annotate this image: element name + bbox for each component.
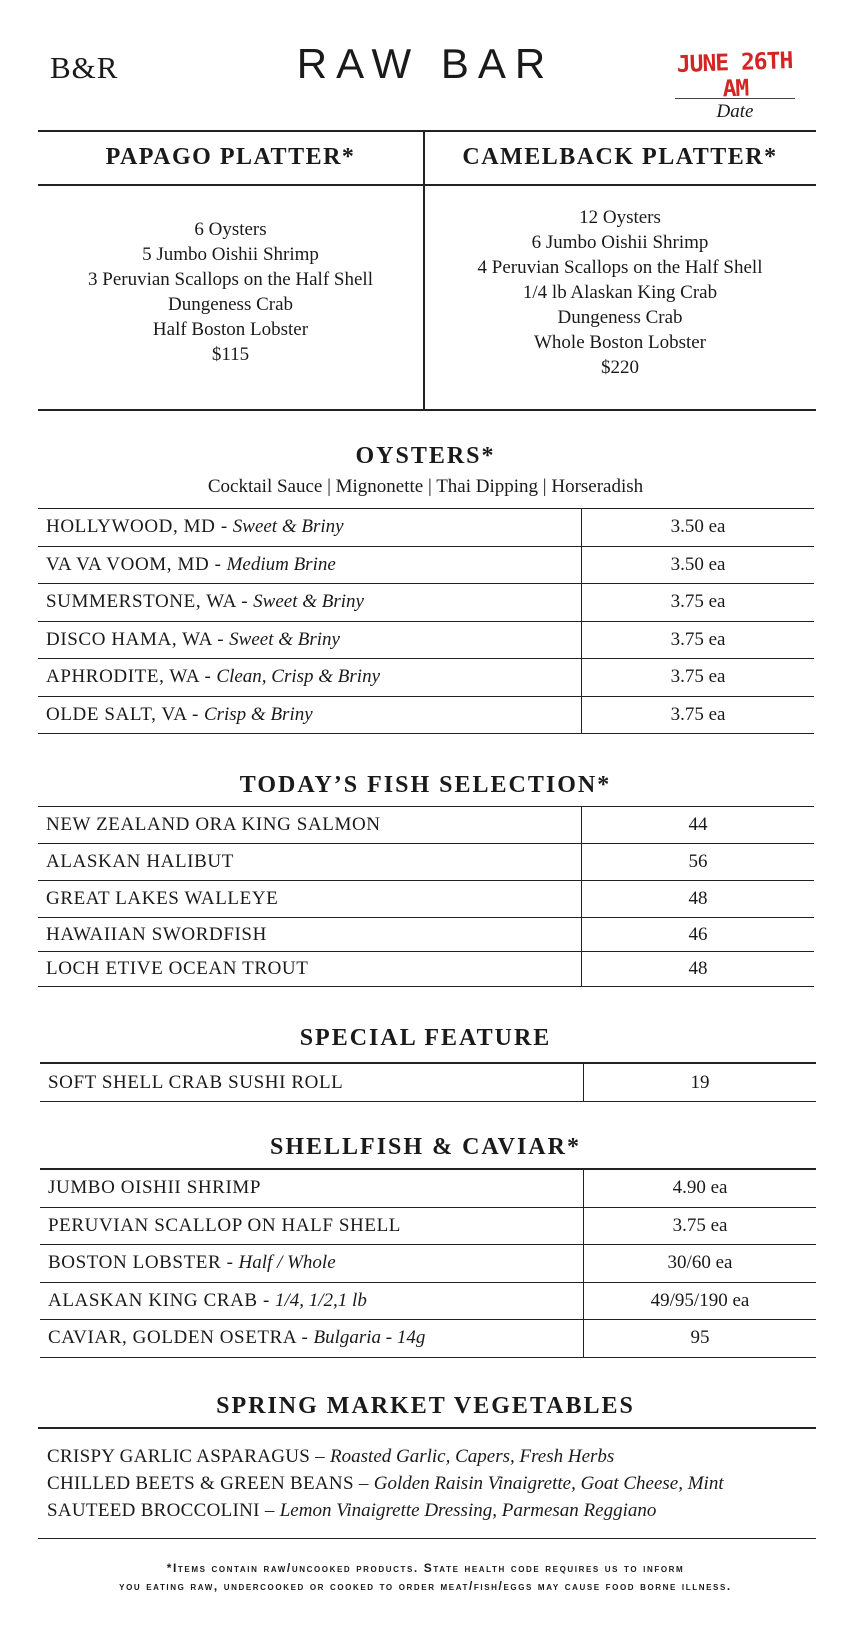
item-name: ALASKAN HALIBUT xyxy=(38,844,582,880)
vegetables-box xyxy=(38,1427,816,1539)
table-row xyxy=(38,807,814,844)
item-name xyxy=(40,1170,584,1207)
item-price: 30/60 ea xyxy=(667,1252,733,1274)
platter-items-papago xyxy=(38,217,423,367)
vegetables-list xyxy=(38,1429,816,1538)
item-label: CHILLED BEETS & GREEN BEANS – xyxy=(47,1473,369,1494)
oysters-title: OYSTERS* xyxy=(355,443,496,469)
table-row xyxy=(38,509,814,547)
item-name: SOFT SHELL CRAB SUSHI ROLL xyxy=(40,1064,584,1101)
item-price: 3.75 ea xyxy=(670,703,726,725)
disclaimer-line: you eating raw, undercooked or cooked to order meat/fish/eggs may cause food borne illness. xyxy=(119,1579,732,1593)
item-name xyxy=(38,584,582,621)
item-name xyxy=(40,1320,584,1357)
platter-price: $115 xyxy=(211,344,250,365)
item-price: 56 xyxy=(688,851,708,872)
restaurant-logo: B&R xyxy=(50,50,119,85)
item-note: 1/4, 1/2,1 lb xyxy=(275,1289,367,1311)
table-row xyxy=(38,881,814,918)
item-name xyxy=(40,1283,584,1320)
fish-table xyxy=(38,806,814,987)
platter-item: Half Boston Lobster xyxy=(152,319,309,340)
platter-title-camelback: CAMELBACK PLATTER* xyxy=(462,144,778,170)
item-label: APHRODITE, WA - xyxy=(46,666,212,688)
table-row xyxy=(40,1208,816,1246)
platter-items-camelback xyxy=(424,205,816,380)
platter-item: 3 Peruvian Scallops on the Half Shell xyxy=(88,269,373,290)
platter-item: Dungeness Crab xyxy=(167,294,294,315)
table-row xyxy=(38,918,814,952)
table-row xyxy=(38,584,814,622)
item-label: VA VA VOOM, MD - xyxy=(46,553,222,575)
item-label: CRISPY GARLIC ASPARAGUS – xyxy=(47,1446,325,1467)
platter-item: 5 Jumbo Oishii Shrimp xyxy=(142,244,319,265)
item-name xyxy=(40,1208,584,1245)
item-price: 48 xyxy=(688,888,708,909)
list-item xyxy=(47,1470,816,1497)
date-block xyxy=(665,47,805,123)
shellfish-table xyxy=(40,1168,816,1358)
platter-item: 6 Oysters xyxy=(194,219,267,240)
item-price: 48 xyxy=(688,958,708,979)
disclaimer-line: *Items contain raw/uncooked products. State health code requires us to inform xyxy=(166,1561,685,1575)
platter-item: Dungeness Crab xyxy=(557,307,683,328)
item-label: CAVIAR, GOLDEN OSETRA - xyxy=(48,1327,309,1349)
table-row xyxy=(38,659,814,697)
item-note: Roasted Garlic, Capers, Fresh Herbs xyxy=(330,1446,615,1467)
fish-title: TODAY’S FISH SELECTION* xyxy=(239,772,612,798)
health-disclaimer xyxy=(0,1559,851,1595)
item-label: JUMBO OISHII SHRIMP xyxy=(48,1177,262,1199)
item-note: Golden Raisin Vinaigrette, Goat Cheese, Mint xyxy=(373,1473,724,1494)
table-row xyxy=(38,697,814,735)
item-price: 3.75 ea xyxy=(670,591,726,613)
table-row xyxy=(40,1245,816,1283)
table-row xyxy=(40,1320,816,1358)
item-price: 3.75 ea xyxy=(672,1214,728,1236)
item-label: HOLLYWOOD, MD - xyxy=(46,516,228,538)
item-note: Sweet & Briny xyxy=(232,516,344,538)
item-note: Clean, Crisp & Briny xyxy=(216,666,381,688)
item-name: LOCH ETIVE OCEAN TROUT xyxy=(38,952,582,986)
platter-item: Whole Boston Lobster xyxy=(533,332,707,353)
item-price: 95 xyxy=(690,1327,710,1349)
table-row xyxy=(40,1170,816,1208)
item-price: 3.75 ea xyxy=(670,628,726,650)
table-row xyxy=(38,952,814,987)
item-price: 44 xyxy=(688,814,708,835)
item-note: Bulgaria - 14g xyxy=(313,1327,426,1349)
item-label: BOSTON LOBSTER - xyxy=(48,1252,234,1274)
item-note: Crisp & Briny xyxy=(203,703,313,725)
special-table xyxy=(40,1062,816,1102)
item-name xyxy=(40,1245,584,1282)
table-row xyxy=(38,622,814,660)
item-price: 3.50 ea xyxy=(670,516,726,538)
list-item xyxy=(47,1443,816,1470)
item-name: HAWAIIAN SWORDFISH xyxy=(38,918,582,951)
platter-item: 6 Jumbo Oishii Shrimp xyxy=(531,232,709,253)
oysters-sauces: Cocktail Sauce | Mignonette | Thai Dipping | Horseradish xyxy=(207,476,644,497)
platter-item: 4 Peruvian Scallops on the Half Shell xyxy=(477,257,763,278)
item-label: PERUVIAN SCALLOP ON HALF SHELL xyxy=(48,1214,401,1236)
item-name xyxy=(38,509,582,546)
item-label: ALASKAN KING CRAB - xyxy=(48,1289,270,1311)
item-note: Sweet & Briny xyxy=(229,628,340,650)
shellfish-title: SHELLFISH & CAVIAR* xyxy=(270,1134,581,1160)
table-row xyxy=(38,547,814,585)
item-price: 4.90 ea xyxy=(672,1177,728,1199)
item-label: SAUTEED BROCCOLINI – xyxy=(47,1500,275,1521)
platter-divider-horizontal xyxy=(38,184,816,186)
item-name: GREAT LAKES WALLEYE xyxy=(38,881,582,917)
item-label: DISCO HAMA, WA - xyxy=(46,628,225,650)
item-price: 3.50 ea xyxy=(670,553,726,575)
page-title: RAW BAR xyxy=(296,40,555,87)
item-note: Sweet & Briny xyxy=(253,591,364,613)
item-note: Medium Brine xyxy=(226,553,336,575)
vegetables-title: SPRING MARKET VEGETABLES xyxy=(216,1393,635,1419)
item-name xyxy=(38,547,582,584)
table-row xyxy=(40,1283,816,1321)
item-note: Half / Whole xyxy=(238,1252,336,1274)
item-price: 49/95/190 ea xyxy=(650,1289,750,1311)
table-row xyxy=(38,844,814,881)
platter-item: 12 Oysters xyxy=(579,207,661,228)
item-name xyxy=(38,659,582,696)
item-name xyxy=(38,622,582,659)
item-price: 46 xyxy=(688,923,708,945)
date-label: Date xyxy=(716,101,754,122)
platter-price: $220 xyxy=(601,357,639,378)
item-price: 19 xyxy=(690,1071,710,1093)
item-price: 3.75 ea xyxy=(670,666,726,688)
handwritten-date: JUNE 26TH AM xyxy=(676,47,793,103)
item-label: OLDE SALT, VA - xyxy=(46,703,199,725)
list-item xyxy=(47,1497,816,1524)
item-label: SUMMERSTONE, WA - xyxy=(46,591,249,613)
platter-title-papago: PAPAGO PLATTER* xyxy=(105,144,356,170)
platter-item: 1/4 lb Alaskan King Crab xyxy=(522,282,718,303)
special-title: SPECIAL FEATURE xyxy=(299,1025,552,1051)
platters-box xyxy=(38,130,816,411)
item-name: NEW ZEALAND ORA KING SALMON xyxy=(38,807,582,843)
oysters-table xyxy=(38,508,814,734)
table-row xyxy=(40,1064,816,1102)
item-name xyxy=(38,697,582,734)
item-note: Lemon Vinaigrette Dressing, Parmesan Reggiano xyxy=(279,1500,657,1521)
